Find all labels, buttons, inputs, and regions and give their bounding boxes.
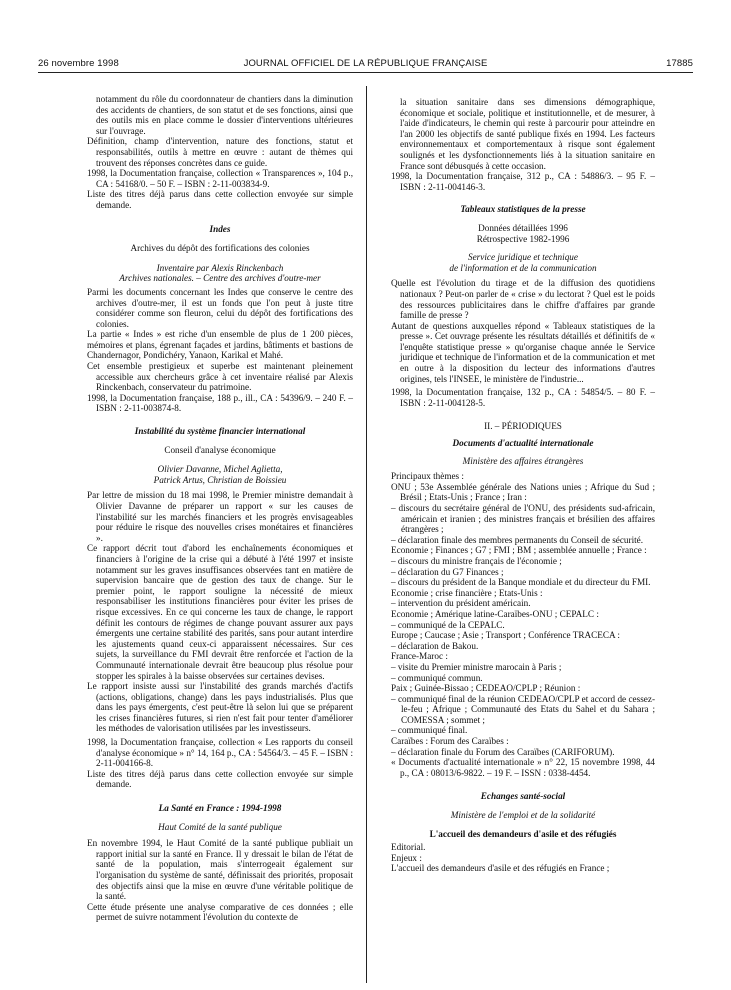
- section-heading-echanges: Echanges santé-social: [480, 791, 566, 802]
- publication-reference: 1998, la Documentation française, 312 p., CA : 54886/3. – 95 F. – ISBN : 2-11-004146-3.: [391, 171, 655, 192]
- publication-reference: 1998, la Documentation française, 188 p., ill., CA : 54396/9. – 240 F. – ISBN : 2-11-003874-8.: [87, 392, 353, 414]
- theme-item: – déclaration de Bakou.: [391, 640, 479, 651]
- header-date: 26 novembre 1998: [38, 58, 119, 69]
- header-journal-title: JOURNAL OFFICIEL DE LA RÉPUBLIQUE FRANÇAISE: [243, 58, 488, 69]
- column-divider: [366, 86, 367, 983]
- theme-line: France-Maroc :: [391, 651, 448, 662]
- paragraph: Ce rapport décrit tout d'abord les enchaînements économiques et financiers à l'origine de la crise qui a débuté à l'été 1997 et insiste notamment sur les graves insuffisances observées tant en matière de supervision bancaire que de gestion des taux de change. Sur le premier point, le rapport souligne la nécessité de mieux responsabiliser les institutions financières pour éviter les prises de risque excessives. En ce qui concerne les taux de change, le rapport définit les contours de régimes de change pouvant assurer aux pays émergents une certaine stabilité des parités, sans pour autant interdire les ajustements quand ceux-ci apparaissent nécessaires. Sur ces sujets, la surveillance du FMI devrait être renforcée et l'action de la Communauté internationale devrait être beaucoup plus résolue pour stopper les spirales à la baisse observées sur certaines devises.: [87, 543, 353, 681]
- section-heading-sante: La Santé en France : 1994-1998: [158, 803, 282, 814]
- publication-subtitle: Rétrospective 1982-1996: [476, 233, 570, 244]
- theme-line: Europe ; Caucase ; Asie ; Transport ; Conférence TRACECA :: [391, 630, 620, 641]
- publication-title: Archives du dépôt des fortifications des colonies: [130, 243, 310, 254]
- theme-item: – discours du président de la Banque mondiale et du directeur du FMI.: [391, 577, 651, 588]
- theme-item: – déclaration finale des membres permanents du Conseil de sécurité.: [391, 534, 644, 545]
- publication-reference: 1998, la Documentation française, collection « Transparences », 104 p., CA : 54168/0. – 50 F. – ISBN : 2-11-003834-9.: [87, 168, 353, 189]
- theme-item: – communiqué commun.: [391, 672, 483, 683]
- left-column: [87, 94, 353, 923]
- publication-organization: Ministère de l'emploi et de la solidarité: [450, 810, 596, 821]
- theme-item: – discours du ministre français de l'économie ;: [391, 555, 562, 566]
- theme-item: – déclaration du G7 Finances ;: [391, 566, 504, 577]
- publication-title: L'accueil des demandeurs d'asile et des réfugiés: [429, 828, 617, 839]
- publication-organization: Haut Comité de la santé publique: [158, 821, 282, 832]
- theme-line: Economie ; Finances ; G7 ; FMI ; BM ; assemblée annuelle ; France :: [391, 545, 647, 556]
- theme-line: Caraïbes : Forum des Caraïbes :: [391, 736, 509, 747]
- publication-author: Inventaire par Alexis Rinckenbach: [156, 262, 284, 273]
- publication-reference: 1998, la Documentation française, collection « Les rapports du conseil d'analyse économique » n° 14, 164 p., CA : 54564/3. – 45 F. – ISBN : 2-11-004166-8.: [87, 737, 353, 769]
- publication-reference: 1998, la Documentation française, 132 p., CA : 54854/5. – 80 F. – ISBN : 2-11-004128-5.: [391, 387, 655, 408]
- publication-authors: Patrick Artus, Christian de Boissieu: [153, 474, 287, 485]
- publication-subtitle: Données détaillées 1996: [478, 222, 568, 233]
- paragraph: Cette étude présente une analyse comparative de ces données ; elle permet de suivre notamment l'évolution du contexte de: [87, 901, 353, 923]
- contents-line: Enjeux :: [391, 852, 422, 863]
- paragraph: Par lettre de mission du 18 mai 1998, le Premier ministre demandait à Olivier Davanne de préparer un rapport « sur les causes de l'instabilité sur les marchés financiers et les progrès envisageables pour réduire le risque des nouvelles crises monétaires et financières ».: [87, 490, 353, 543]
- publication-organization: Service juridique et technique: [468, 252, 578, 263]
- section-heading-documents: Documents d'actualité internationale: [452, 438, 594, 449]
- paragraph: Liste des titres déjà parus dans cette collection envoyée sur simple demande.: [87, 768, 353, 790]
- theme-item: – intervention du président américain.: [391, 598, 531, 609]
- section-heading-indes: Indes: [209, 223, 231, 234]
- theme-item: – discours du secrétaire général de l'ONU, des présidents sud-africain, américain et iranien ; des ministres français et brésilien des affaires étrangères ;: [391, 503, 655, 535]
- publication-authors: Olivier Davanne, Michel Aglietta,: [157, 464, 283, 475]
- section-heading-tableaux: Tableaux statistiques de la presse: [460, 204, 586, 215]
- publication-organization: Conseil d'analyse économique: [164, 444, 276, 455]
- publication-organization: Archives nationales. – Centre des archives d'outre-mer: [119, 273, 321, 284]
- header-page-number: 17885: [666, 58, 693, 69]
- paragraph: la situation sanitaire dans ses dimensions démographique, économique et sociale, politique et institutionnelle, et de mesurer, à l'aide d'indicateurs, le chemin qui reste à parcourir pour atteindre en l'an 2000 les objectifs de santé publique fixés en 1994. Les facteurs environnementaux et comportementaux à risque sont également soulignés et les dysfonctionnements liés à la situation sanitaire en France sont débusqués à cette occasion.: [400, 97, 655, 171]
- section-heading-instabilite: Instabilité du système financier international: [134, 426, 306, 437]
- paragraph: En novembre 1994, le Haut Comité de la santé publique publiait un rapport initial sur la santé en France. Il y dressait le bilan de l'état de santé de la population, mais s'interrogeait également sur l'organisation du système de santé, définissait des priorités, proposait des objectifs ainsi que la mise en œuvre d'une véritable politique de la santé.: [87, 838, 353, 902]
- theme-line: Economie ; crise financière ; Etats-Unis :: [391, 587, 543, 598]
- paragraph: Le rapport insiste aussi sur l'instabilité des grands marchés d'actifs (actions, obligations, change) dans les pays industrialisés. Plus que dans les pays émergents, c'est peut-être là selon lui que se préparent les crises financières futures, si rien n'est fait pour tenter d'améliorer les méthodes de valorisation utilisées par les investisseurs.: [87, 681, 353, 734]
- theme-item: – visite du Premier ministre marocain à Paris ;: [391, 661, 562, 672]
- paragraph: La partie « Indes » est riche d'un ensemble de plus de 1 200 pièces, mémoires et plans, égrenant façades et jardins, bâtiments et bastions de Chandernagor, Pondichéry, Yanaon, Karikal et Mahé.: [87, 329, 353, 361]
- right-column: [391, 97, 655, 874]
- paragraph: Parmi les documents concernant les Indes que conserve le centre des archives d'outre-mer, il est un fonds que l'on peut à juste titre considérer comme son fleuron, celui du dépôt des fortifications des colonies.: [87, 286, 353, 329]
- theme-item: – communiqué de la CEPALC.: [391, 619, 505, 630]
- publication-organization: Ministère des affaires étrangères: [462, 455, 584, 466]
- theme-item: – déclaration finale du Forum des Caraïbes (CARIFORUM).: [391, 746, 615, 757]
- theme-item: – communiqué final.: [391, 725, 468, 736]
- header-rule: [38, 72, 693, 73]
- theme-line: ONU ; 53e Assemblée générale des Nations unies ; Afrique du Sud ; Brésil ; Etats-Unis ; France ; Iran :: [391, 481, 655, 503]
- theme-item: – communiqué final de la réunion CEDEAO/CPLP et accord de cessez-le-feu ; Afrique ; Communauté des Etats du Sahel et du Sahara ; COMESSA ; sommet ;: [391, 693, 655, 725]
- theme-line: Principaux thèmes :: [391, 471, 464, 482]
- paragraph: Cet ensemble prestigieux et superbe est maintenant pleinement accessible aux chercheurs grâce à cet inventaire réalisé par Alexis Rinckenbach, conservateur du patrimoine.: [87, 361, 353, 393]
- publication-organization: de l'information et de la communication: [449, 262, 597, 273]
- publication-reference: « Documents d'actualité internationale » n° 22, 15 novembre 1998, 44 p., CA : 08013/6-9822. – 19 F. – ISSN : 0338-4454.: [391, 757, 655, 778]
- paragraph: Liste des titres déjà parus dans cette collection envoyée sur simple demande.: [87, 189, 353, 210]
- contents-line: L'accueil des demandeurs d'asile et des réfugiés en France ;: [391, 863, 610, 874]
- part-heading-periodiques: II. – PÉRIODIQUES: [484, 421, 562, 432]
- paragraph: notamment du rôle du coordonnateur de chantiers dans la diminution des accidents de chantiers, de son statut et de ses fonctions, ainsi que des outils mis en place comme le dossier d'interventions ultérieures sur l'ouvrage.: [96, 94, 353, 136]
- paragraph: Définition, champ d'intervention, nature des fonctions, statut et responsabilités, outils à mettre en œuvre : autant de thèmes qui trouvent des réponses concrètes dans ce guide.: [87, 136, 353, 168]
- paragraph: Autant de questions auxquelles répond « Tableaux statistiques de la presse ». Cet ouvrage présente les résultats détaillés et définitifs de « l'enquête statistique presse » qu'organise chaque année le Service juridique et technique de l'information et de la communication et met en outre à la disposition du lecteur des informations d'autres origines, tels l'INSEE, le ministère de l'industrie...: [391, 320, 655, 384]
- contents-line: Editorial.: [391, 842, 426, 853]
- paragraph: Quelle est l'évolution du tirage et de la diffusion des quotidiens nationaux ? Peut-on parler de « crise » du lectorat ? Quel est le poids des ressources publicitaires dans le chiffre d'affaires par grande famille de presse ?: [391, 278, 655, 321]
- theme-line: Paix ; Guinée-Bissao ; CEDEAO/CPLP ; Réunion :: [391, 683, 581, 694]
- theme-line: Economie ; Amérique latine-Caraïbes-ONU ; CEPALC :: [391, 608, 599, 619]
